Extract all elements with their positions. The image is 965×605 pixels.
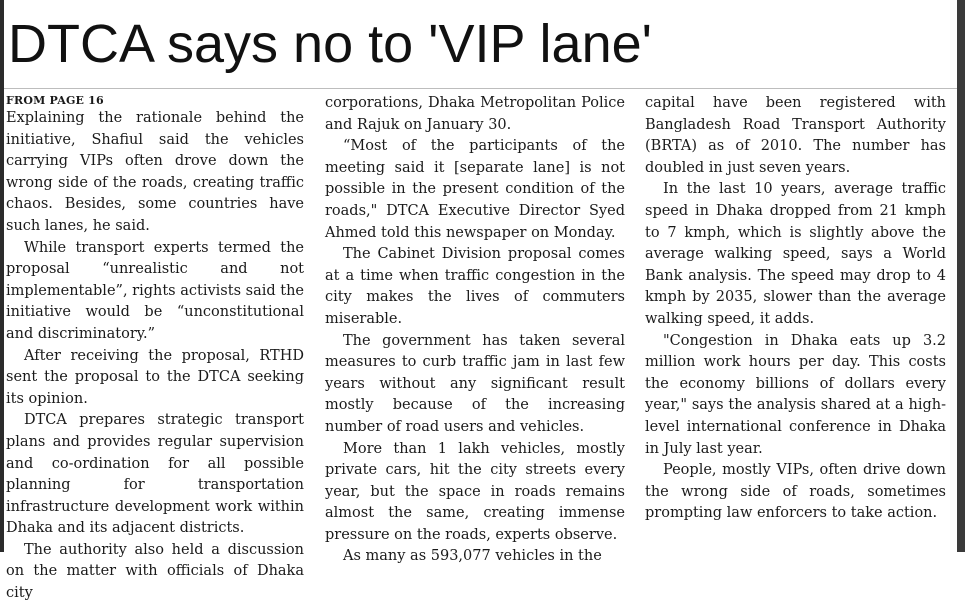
paragraph: More than 1 lakh vehicles, mostly private cars, hit the city streets every year, but the space in roads remains almost the same, creating immense pressure on the roads, experts observe. [325, 440, 625, 543]
article-column-2 [325, 93, 625, 565]
paragraph: While transport experts termed the proposal “unrealistic and not implementable”, rights activists said the initiative would be “unconstitutional and discriminatory.” [6, 239, 304, 342]
paragraph: “Most of the participants of the meeting said it [separate lane] is not possible in the present condition of the roads," DTCA Executive Director Syed Ahmed told this newspaper on Monday. [325, 138, 625, 241]
paragraph: DTCA prepares strategic transport plans and provides regular supervision and co-ordination for all possible planning for transportation infrastructure development work within Dhaka and its adjacent districts. [6, 412, 304, 537]
paragraph: Explaining the rationale behind the initiative, Shafiul said the vehicles carrying VIPs often drove down the wrong side of the roads, creating traffic chaos. Besides, some countries have such lanes, he said. [6, 110, 304, 234]
paragraph: "Congestion in Dhaka eats up 3.2 million work hours per day. This costs the economy billions of dollars every year," says the analysis shared at a high-level international conference in Dhaka in July last year. [645, 332, 946, 457]
paragraph: People, mostly VIPs, often drive down the wrong side of roads, sometimes prompting law enforcers to take action. [645, 462, 946, 522]
article-headline: DTCA says no to 'VIP lane' [8, 14, 652, 74]
paragraph: The Cabinet Division proposal comes at a time when traffic congestion in the city makes the lives of commuters miserable. [325, 246, 625, 327]
scan-edge-right [957, 0, 965, 552]
paragraph: capital have been registered with Bangladesh Road Transport Authority (BRTA) as of 2010. The number has doubled in just seven years. [645, 95, 946, 176]
scan-edge-left [0, 0, 4, 552]
continued-from-label: FROM PAGE 16 [6, 94, 104, 107]
headline-divider [4, 88, 957, 89]
paragraph: The government has taken several measures to curb traffic jam in last few years without any significant result mostly because of the increasing number of road users and vehicles. [325, 332, 625, 435]
article-column-1 [6, 93, 304, 602]
paragraph: The authority also held a discussion on the matter with officials of Dhaka city [6, 541, 304, 602]
paragraph: As many as 593,077 vehicles in the [343, 548, 602, 565]
article-column-3 [645, 93, 946, 552]
paragraph: After receiving the proposal, RTHD sent the proposal to the DTCA seeking its opinion. [6, 347, 304, 407]
paragraph: corporations, Dhaka Metropolitan Police and Rajuk on January 30. [325, 95, 625, 133]
paragraph: In the last 10 years, average traffic speed in Dhaka dropped from 21 kmph to 7 kmph, which is slightly above the average walking speed, says a World Bank analysis. The speed may drop to 4 kmph by 2035, slower than the average walking speed, it adds. [645, 181, 946, 327]
